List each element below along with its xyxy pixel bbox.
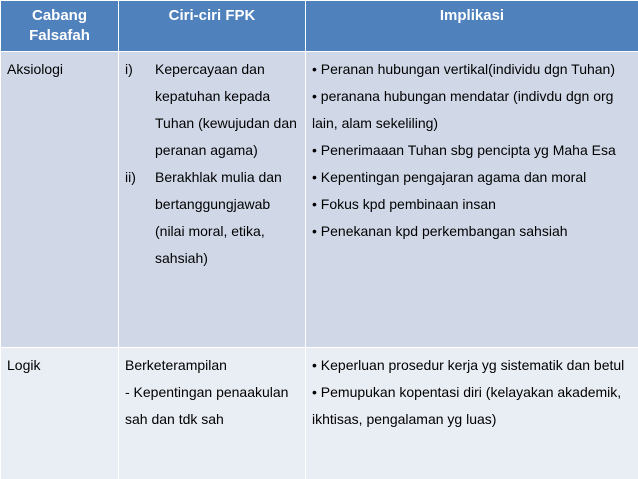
ciri-item-number: ii) — [125, 169, 136, 185]
implikasi-item: • Kepentingan pengajaran agama dan moral — [312, 169, 587, 185]
ciri-line: Berketerampilan — [125, 357, 227, 373]
cell-ciri — [119, 52, 306, 348]
header-implikasi: Implikasi — [306, 1, 638, 52]
cell-cabang: Aksiologi — [1, 52, 119, 348]
implikasi-list — [312, 56, 632, 245]
cell-implikasi — [306, 348, 638, 479]
implikasi-item: • Penerimaaan Tuhan sbg pencipta yg Maha Esa — [312, 142, 616, 158]
cell-implikasi — [306, 52, 638, 348]
table-header-row — [1, 1, 638, 52]
cell-ciri — [119, 348, 306, 479]
implikasi-list — [312, 352, 632, 433]
implikasi-item: • Penekanan kpd perkembangan sahsiah — [312, 223, 568, 239]
implikasi-item: • Keperluan prosedur kerja yg sistematik dan betul — [312, 357, 625, 373]
ciri-item — [125, 56, 299, 164]
header-cabang-falsafah: Cabang Falsafah — [1, 1, 119, 52]
header-ciri-ciri-fpk: Ciri-ciri FPK — [119, 1, 306, 52]
implikasi-item: • peranana hubungan mendatar (indivdu dgn org lain, alam sekeliling) — [312, 88, 614, 131]
implikasi-item: • Pemupukan kopentasi diri (kelayakan akademik, ikhtisas, pengalaman yg luas) — [312, 384, 622, 427]
cell-cabang: Logik — [1, 348, 119, 479]
implikasi-item: • Fokus kpd pembinaan insan — [312, 196, 496, 212]
table-row-aksiologi — [1, 52, 638, 348]
ciri-item-number: i) — [125, 61, 133, 77]
table-row-logik — [1, 348, 638, 479]
ciri-list — [125, 56, 299, 272]
ciri-item-text: Kepercayaan dan kepatuhan kepada Tuhan (kewujudan dan peranan agama) — [155, 61, 297, 158]
implikasi-item: • Peranan hubungan vertikal(individu dgn Tuhan) — [312, 61, 615, 77]
ciri-line: - Kepentingan penaakulan sah dan tdk sah — [125, 384, 289, 427]
ciri-item-text: Berakhlak mulia dan bertanggungjawab (nilai moral, etika, sahsiah) — [155, 169, 282, 266]
ciri-item — [125, 164, 299, 272]
